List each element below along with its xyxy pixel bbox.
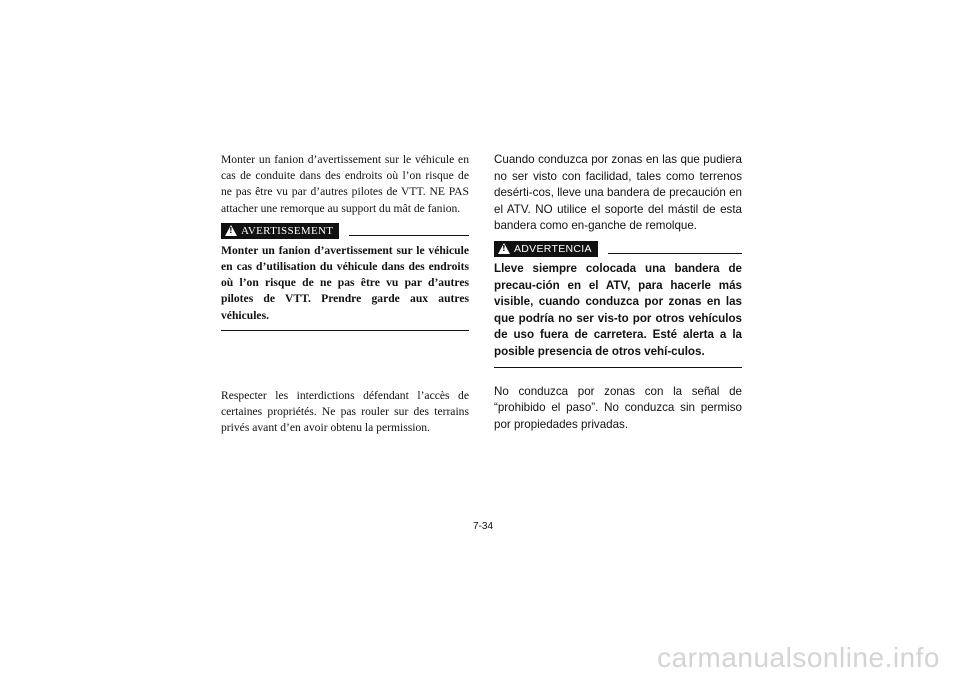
warning-triangle-icon [225, 225, 237, 236]
spanish-warning-label: ADVERTENCIA [514, 242, 592, 255]
spanish-warning-rule [608, 253, 742, 254]
page-number: 7-34 [473, 521, 494, 532]
french-warning-bottom-rule [221, 330, 469, 331]
spanish-column [494, 152, 742, 433]
french-paragraph-property: Respecter les interdictions défendant l’accès de certaines propriétés. Ne pas rouler sur des terrains privés avant d’en avoir obtenu la permission. [221, 388, 469, 435]
french-warning-label: AVERTISSEMENT [241, 224, 334, 237]
warning-triangle-icon [498, 243, 510, 254]
spanish-warning-bottom-rule [494, 367, 742, 368]
french-warning-badge [221, 223, 339, 239]
spanish-warning-text: Lleve siempre colocada una bandera de precau-ción en el ATV, para hacerle más visible, cuando conduzca por zonas en las que podría no ser vis-to por otros vehículos de uso fuera de carretera. Esté alerta a la posible presencia de otros vehí-culos. [494, 261, 742, 358]
spanish-warning-header [494, 241, 742, 257]
french-column [221, 152, 469, 436]
spanish-warning-badge [494, 241, 598, 257]
spanish-paragraph-flag: Cuando conduzca por zonas en las que pudiera no ser visto con facilidad, tales como terrenos desérti-cos, lleve una bandera de precaución en el ATV. NO utilice el soporte del mástil de esta bandera como en-ganche de remolque. [494, 153, 742, 233]
spanish-paragraph-property: No conduzca por zonas con la señal de “prohibido el paso”. No conduzca sin permiso por propiedades privadas. [494, 384, 742, 431]
french-warning-text: Monter un fanion d’avertissement sur le véhicule en cas d’utilisation du véhicule dans des endroits où l’on risque de ne pas être vu par d’autres pilotes de VTT. Prendre garde aux autres véhicules. [221, 243, 469, 322]
watermark: carmanualsonline.info [657, 642, 940, 673]
french-warning-rule [349, 235, 469, 236]
french-warning-header [221, 223, 469, 239]
french-paragraph-flag: Monter un fanion d’avertissement sur le véhicule en cas de conduite dans des endroits où l’on risque de ne pas être vu par d’autres pilotes de VTT. NE PAS attacher une remorque au support du mât de fanion. [221, 153, 469, 215]
